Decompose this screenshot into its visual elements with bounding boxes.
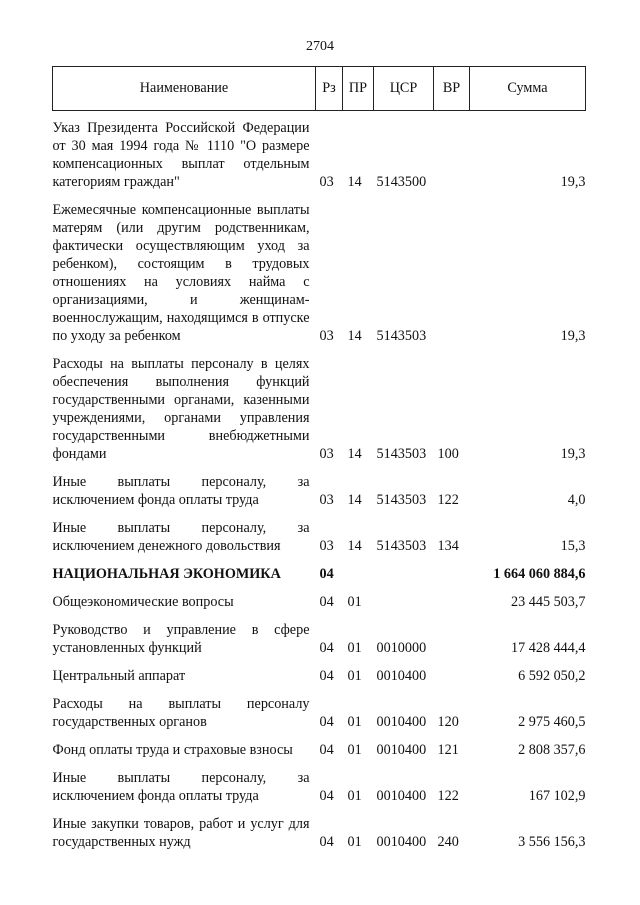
csr-cell: 5143503 [376, 492, 427, 508]
name-cell: Руководство и управление в сфере установленных функций [52, 622, 310, 656]
pr-cell: 14 [347, 446, 362, 462]
name-cell: Иные выплаты персоналу, за исключением фонда оплаты труда [52, 770, 310, 804]
rz-cell: 03 [319, 538, 334, 554]
pr-cell: 14 [347, 174, 362, 190]
name-cell: Расходы на выплаты персоналу государственных органов [52, 696, 310, 730]
vr-cell: 100 [437, 446, 459, 462]
csr-cell [374, 583, 434, 611]
sum-cell: 4,0 [567, 492, 586, 508]
sum-cell: 2 808 357,6 [518, 742, 586, 758]
vr-cell: 122 [437, 492, 459, 508]
table-row [53, 463, 586, 509]
table-row [53, 111, 586, 192]
csr-cell: 5143503 [376, 328, 427, 344]
header-pr: ПР [343, 67, 374, 111]
rz-cell: 03 [319, 328, 334, 344]
vr-cell [434, 583, 470, 611]
table-row [53, 555, 586, 583]
csr-cell: 5143500 [376, 174, 427, 190]
vr-cell: 134 [437, 538, 459, 554]
rz-cell: 04 [319, 668, 334, 684]
budget-table [52, 66, 586, 851]
sum-cell: 19,3 [560, 446, 586, 462]
pr-cell: 14 [347, 492, 362, 508]
header-sum: Сумма [470, 67, 586, 111]
rz-cell: 04 [319, 594, 334, 610]
rz-cell: 04 [319, 566, 334, 582]
csr-cell: 0010000 [376, 640, 427, 656]
csr-cell: 5143503 [376, 538, 427, 554]
csr-cell: 0010400 [376, 834, 427, 850]
table-row [53, 345, 586, 463]
csr-cell: 0010400 [376, 742, 427, 758]
vr-cell [434, 611, 470, 657]
pr-cell: 14 [347, 538, 362, 554]
vr-cell [434, 191, 470, 345]
csr-cell [374, 555, 434, 583]
name-cell: Иные выплаты персоналу, за исключением денежного довольствия [52, 520, 310, 554]
table-body [53, 111, 586, 852]
name-cell: Расходы на выплаты персоналу в целях обеспечения выполнения функций государственными органами, казенными учреждениями, органами управления государственными внебюджетными фондами [52, 356, 310, 462]
name-cell: Иные закупки товаров, работ и услуг для государственных нужд [52, 816, 310, 850]
table-row [53, 731, 586, 759]
table-header-row [53, 67, 586, 111]
rz-cell: 03 [319, 174, 334, 190]
sum-cell: 17 428 444,4 [511, 640, 586, 656]
name-cell: Фонд оплаты труда и страховые взносы [52, 742, 293, 758]
sum-cell: 23 445 503,7 [511, 594, 586, 610]
pr-cell [343, 555, 374, 583]
csr-cell: 5143503 [376, 446, 427, 462]
table-row [53, 657, 586, 685]
header-rz: Рз [316, 67, 343, 111]
vr-cell: 122 [437, 788, 459, 804]
sum-cell: 167 102,9 [528, 788, 586, 804]
sum-cell: 6 592 050,2 [518, 668, 586, 684]
rz-cell: 04 [319, 788, 334, 804]
table-row [53, 191, 586, 345]
table-row [53, 583, 586, 611]
pr-cell: 01 [347, 714, 362, 730]
table-row [53, 759, 586, 805]
rz-cell: 04 [319, 742, 334, 758]
sum-cell: 1 664 060 884,6 [493, 566, 586, 582]
rz-cell: 03 [319, 446, 334, 462]
rz-cell: 04 [319, 834, 334, 850]
table-row [53, 685, 586, 731]
rz-cell: 03 [319, 492, 334, 508]
table-row [53, 611, 586, 657]
name-cell: Указ Президента Российской Федерации от 30 мая 1994 года № 1110 "О размере компенсационных выплат отдельным категориям граждан" [52, 120, 310, 190]
csr-cell: 0010400 [376, 668, 427, 684]
name-cell: Общеэкономические вопросы [52, 594, 234, 610]
pr-cell: 01 [347, 668, 362, 684]
pr-cell: 14 [347, 328, 362, 344]
pr-cell: 01 [347, 834, 362, 850]
vr-cell: 120 [437, 714, 459, 730]
name-cell: Центральный аппарат [52, 668, 186, 684]
pr-cell: 01 [347, 594, 362, 610]
sum-cell: 19,3 [560, 328, 586, 344]
vr-cell: 240 [437, 834, 459, 850]
vr-cell [434, 111, 470, 192]
csr-cell: 0010400 [376, 714, 427, 730]
sum-cell: 19,3 [560, 174, 586, 190]
pr-cell: 01 [347, 640, 362, 656]
name-cell: Иные выплаты персоналу, за исключением фонда оплаты труда [52, 474, 310, 508]
csr-cell: 0010400 [376, 788, 427, 804]
name-cell: Ежемесячные компенсационные выплаты матерям (или другим родственникам, фактически осуществляющим уход за ребенком), состоящим в трудовых отношениях на условиях найма с организациями, и женщинам-военнослужащим, находящимся в отпуске по уходу за ребенком [52, 202, 310, 344]
header-csr: ЦСР [374, 67, 434, 111]
sum-cell: 2 975 460,5 [518, 714, 586, 730]
table-row [53, 805, 586, 851]
pr-cell: 01 [347, 788, 362, 804]
header-name: Наименование [53, 67, 316, 111]
page-number: 2704 [306, 39, 334, 54]
header-vr: ВР [434, 67, 470, 111]
sum-cell: 15,3 [560, 538, 586, 554]
vr-cell [434, 555, 470, 583]
name-cell: НАЦИОНАЛЬНАЯ ЭКОНОМИКА [52, 566, 281, 582]
table-row [53, 509, 586, 555]
rz-cell: 04 [319, 714, 334, 730]
rz-cell: 04 [319, 640, 334, 656]
sum-cell: 3 556 156,3 [518, 834, 586, 850]
vr-cell: 121 [437, 742, 459, 758]
vr-cell [434, 657, 470, 685]
pr-cell: 01 [347, 742, 362, 758]
